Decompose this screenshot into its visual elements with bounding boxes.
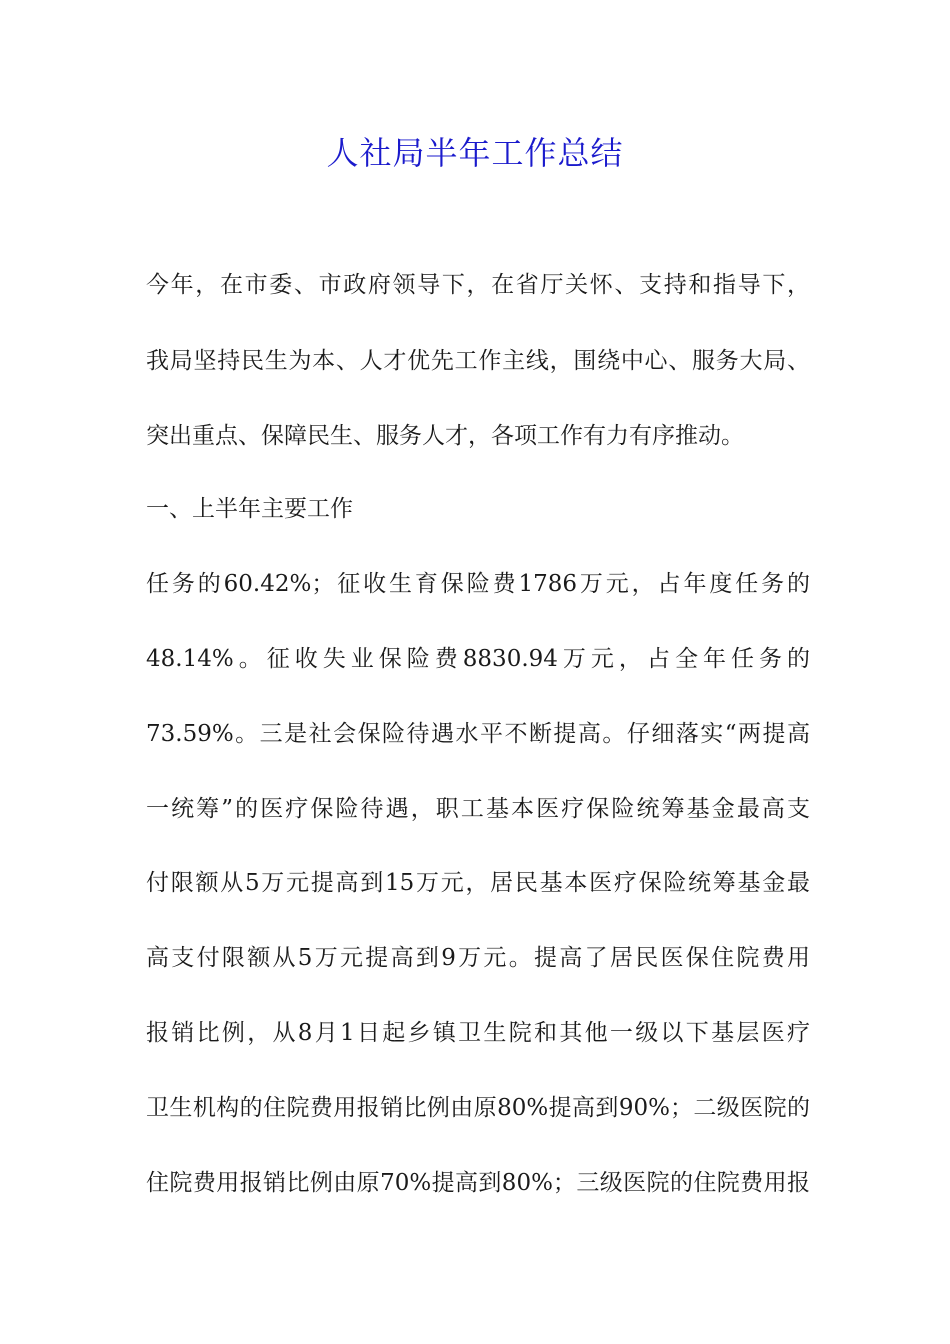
paragraph-line: 我局坚持民生为本、人才优先工作主线，围绕中心、服务大局、	[146, 348, 810, 374]
paragraph-line: 付限额从5万元提高到15万元，居民基本医疗保险统筹基金最	[146, 870, 810, 896]
paragraph-line: 住院费用报销比例由原70%提高到80%；三级医院的住院费用报	[146, 1170, 810, 1196]
paragraph-line: 任务的60.42%；征收生育保险费1786万元，占年度任务的	[146, 571, 810, 597]
paragraph-line: 今年，在市委、市政府领导下，在省厅关怀、支持和指导下，	[146, 272, 810, 298]
paragraph-line: 突出重点、保障民生、服务人才，各项工作有力有序推动。	[146, 423, 744, 449]
document-title: 人社局半年工作总结	[326, 134, 624, 172]
paragraph-line: 73.59%。三是社会保险待遇水平不断提高。仔细落实“两提高	[146, 721, 810, 747]
paragraph-line: 48.14%。征收失业保险费8830.94万元，占全年任务的	[146, 646, 810, 672]
section-heading: 一、上半年主要工作	[146, 496, 353, 522]
paragraph-line: 报销比例，从8月1日起乡镇卫生院和其他一级以下基层医疗	[146, 1020, 810, 1046]
paragraph-line: 卫生机构的住院费用报销比例由原80%提高到90%；二级医院的	[146, 1095, 810, 1121]
paragraph-line: 高支付限额从5万元提高到9万元。提高了居民医保住院费用	[146, 945, 810, 971]
paragraph-line: 一统筹”的医疗保险待遇，职工基本医疗保险统筹基金最高支	[146, 796, 810, 822]
